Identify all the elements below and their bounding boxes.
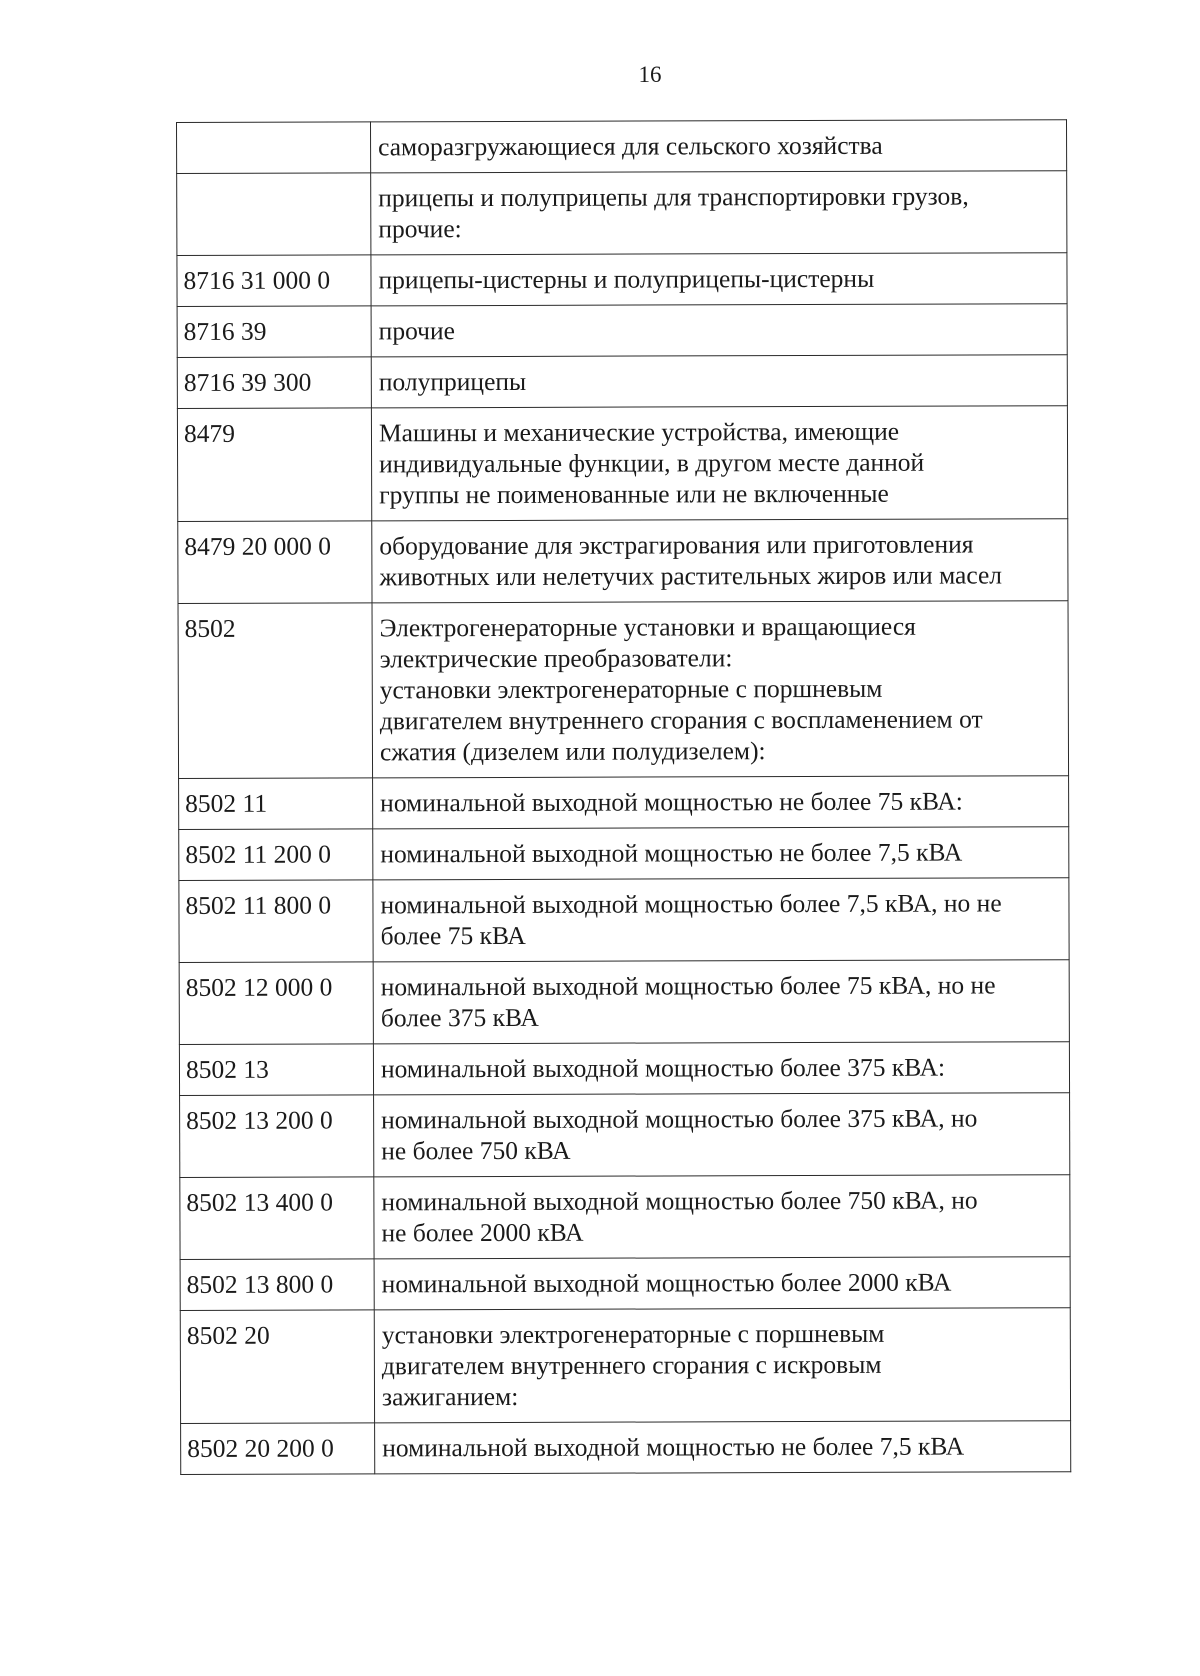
code-cell: 8502 11 200 0 <box>179 829 373 881</box>
code-cell: 8502 11 800 0 <box>179 880 373 963</box>
code-cell: 8502 <box>178 603 373 779</box>
description-cell: номинальной выходной мощностью более 7,5 кВА, но не более 75 кВА <box>373 878 1069 962</box>
code-cell: 8502 11 <box>179 778 373 830</box>
table-row <box>177 406 1067 522</box>
table-row <box>178 519 1068 604</box>
description-cell: прицепы-цистерны и полуприцепы-цистерны <box>371 253 1067 306</box>
code-cell <box>177 122 371 174</box>
code-cell: 8502 13 200 0 <box>180 1095 374 1178</box>
code-cell: 8502 20 200 0 <box>181 1423 375 1475</box>
description-cell: номинальной выходной мощностью не более 75 кВА: <box>373 776 1069 829</box>
code-cell: 8716 39 300 <box>177 357 371 409</box>
table-row <box>177 355 1067 409</box>
code-cell: 8502 12 000 0 <box>179 962 373 1045</box>
table-row <box>179 827 1069 881</box>
table-body <box>177 120 1071 1475</box>
table-row <box>177 120 1067 174</box>
code-cell: 8502 13 400 0 <box>180 1177 374 1260</box>
description-cell: установки электрогенераторные с поршневым двигателем внутреннего сгорания с искровым зажиганием: <box>374 1308 1070 1423</box>
table-row <box>180 1257 1070 1311</box>
description-cell: прочие <box>371 304 1067 357</box>
table-row <box>180 1308 1070 1424</box>
code-cell: 8716 31 000 0 <box>177 255 371 307</box>
code-cell: 8502 13 <box>179 1044 373 1096</box>
description-cell: Электрогенераторные установки и вращающиеся электрические преобразователи: установки электрогенераторные с поршневым двигателем внутреннего сгорания с воспламенением от сжатия (дизелем или полудизелем): <box>372 601 1069 778</box>
description-cell: прицепы и полуприцепы для транспортировки грузов, прочие: <box>371 171 1067 255</box>
table-row <box>179 878 1069 963</box>
code-cell: 8716 39 <box>177 306 371 358</box>
tariff-code-table <box>176 119 1071 1475</box>
description-cell: номинальной выходной мощностью более 2000 кВА <box>374 1257 1070 1310</box>
description-cell: оборудование для экстрагирования или приготовления животных или нелетучих растительных жиров или масел <box>372 519 1068 603</box>
code-cell: 8502 13 800 0 <box>180 1259 374 1311</box>
description-cell: номинальной выходной мощностью более 375 кВА: <box>373 1042 1069 1095</box>
code-cell <box>177 173 371 256</box>
table-row <box>180 1093 1070 1178</box>
description-cell: номинальной выходной мощностью более 375 кВА, но не более 750 кВА <box>374 1093 1070 1177</box>
table-row <box>177 253 1067 307</box>
code-cell: 8479 <box>177 408 371 522</box>
description-cell: саморазгружающиеся для сельского хозяйства <box>371 120 1067 173</box>
description-cell: номинальной выходной мощностью не более 7,5 кВА <box>373 827 1069 880</box>
description-cell: полуприцепы <box>371 355 1067 408</box>
description-cell: номинальной выходной мощностью более 75 кВА, но не более 375 кВА <box>373 960 1069 1044</box>
table-row <box>177 304 1067 358</box>
table-row <box>181 1421 1071 1475</box>
code-cell: 8479 20 000 0 <box>178 521 372 604</box>
description-cell: Машины и механические устройства, имеющие индивидуальные функции, в другом месте данной группы не поименованные или не включенные <box>371 406 1067 521</box>
table-row <box>178 601 1069 779</box>
description-cell: номинальной выходной мощностью не более 7,5 кВА <box>375 1421 1071 1474</box>
table-row <box>179 960 1069 1045</box>
description-cell: номинальной выходной мощностью более 750 кВА, но не более 2000 кВА <box>374 1175 1070 1259</box>
page-number: 16 <box>638 62 662 87</box>
code-cell: 8502 20 <box>180 1310 374 1424</box>
table-row <box>179 776 1069 830</box>
table-row <box>179 1042 1069 1096</box>
table-row <box>180 1175 1070 1260</box>
table-row <box>177 171 1067 256</box>
